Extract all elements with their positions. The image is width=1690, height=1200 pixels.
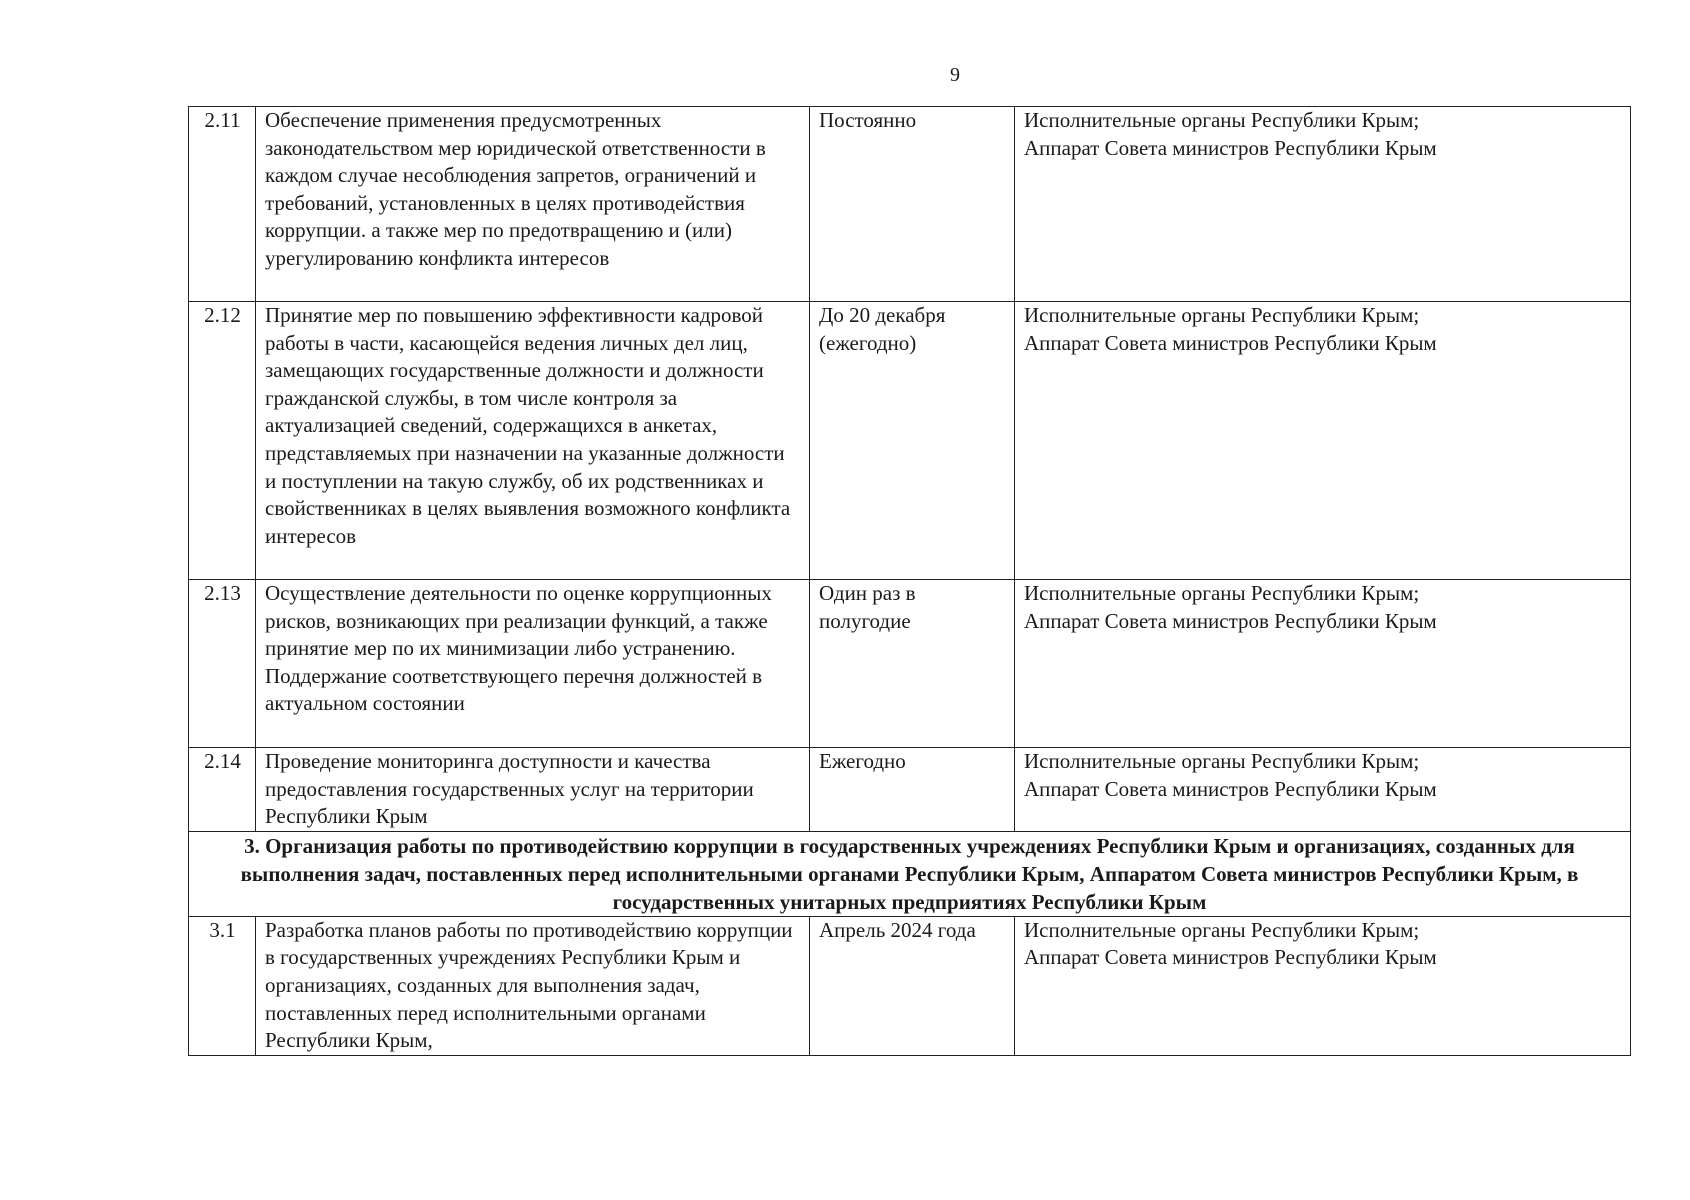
executor-line: Аппарат Совета министров Республики Крым — [1024, 135, 1437, 160]
event-cell: Осуществление деятельности по оценке коррупционных рисков, возникающих при реализации функций, а также принятие мер по их минимизации либо устранению. Поддержание соответствующего перечня должностей в актуальном состоянии — [256, 580, 810, 748]
term-cell: Постоянно — [810, 107, 1015, 302]
table-row — [189, 916, 1631, 1055]
section-title: 3. Организация работы по противодействию коррупции в государственных учреждениях Республики Крым и организациях, созданных для выполнения задач, поставленных перед исполнительными органами Республики Крым, Аппаратом Совета министров Республики Крым, в государственных унитарных предприятиях Республики Крым — [189, 831, 1631, 916]
executor-line: Исполнительные органы Республики Крым; — [1024, 581, 1420, 605]
table-row — [189, 107, 1631, 302]
term-cell: До 20 декабря (ежегодно) — [810, 302, 1015, 580]
executor-line: Аппарат Совета министров Республики Крым — [1024, 945, 1437, 970]
anti-corruption-plan-table — [188, 106, 1631, 1056]
executor-line: Аппарат Совета министров Республики Крым — [1024, 608, 1437, 633]
table-row — [189, 302, 1631, 580]
executor-line: Исполнительные органы Республики Крым; — [1024, 108, 1420, 132]
page-number-text: 9 — [950, 64, 960, 86]
event-cell: Разработка планов работы по противодействию коррупции в государственных учреждениях Республики Крым и организациях, созданных для выполнения задач, поставленных перед исполнительными органами Республики Крым, — [256, 916, 810, 1055]
term-cell: Один раз в полугодие — [810, 580, 1015, 748]
executor-cell — [1015, 302, 1631, 580]
executor-line: Исполнительные органы Республики Крым; — [1024, 917, 1420, 942]
executor-cell — [1015, 580, 1631, 748]
executor-cell — [1015, 916, 1631, 1055]
executor-cell — [1015, 748, 1631, 832]
executor-line: Аппарат Совета министров Республики Крым — [1024, 330, 1437, 355]
table-row — [189, 748, 1631, 832]
table-row — [189, 580, 1631, 748]
event-cell: Проведение мониторинга доступности и качества предоставления государственных услуг на территории Республики Крым — [256, 748, 810, 832]
row-number: 2.11 — [189, 107, 256, 302]
executor-line: Исполнительные органы Республики Крым; — [1024, 303, 1420, 327]
section-header-row — [189, 831, 1631, 916]
row-number: 2.14 — [189, 748, 256, 832]
row-number: 2.13 — [189, 580, 256, 748]
event-cell: Принятие мер по повышению эффективности кадровой работы в части, касающейся ведения личных дел лиц, замещающих государственные должности и должности гражданской службы, в том числе контроля за актуализацией сведений, содержащихся в анкетах, представляемых при назначении на указанные должности и поступлении на такую службу, об их родственниках и свойственниках в целях выявления возможного конфликта интересов — [256, 302, 810, 580]
row-number: 2.12 — [189, 302, 256, 580]
term-cell: Апрель 2024 года — [810, 916, 1015, 1055]
row-number: 3.1 — [189, 916, 256, 1055]
executor-line: Аппарат Совета министров Республики Крым — [1024, 776, 1437, 801]
executor-line: Исполнительные органы Республики Крым; — [1024, 749, 1420, 773]
term-cell: Ежегодно — [810, 748, 1015, 832]
event-cell: Обеспечение применения предусмотренных законодательством мер юридической ответственности в каждом случае несоблюдения запретов, ограничений и требований, установленных в целях противодействия коррупции. а также мер по предотвращению и (или) урегулированию конфликта интересов — [256, 107, 810, 302]
executor-cell — [1015, 107, 1631, 302]
